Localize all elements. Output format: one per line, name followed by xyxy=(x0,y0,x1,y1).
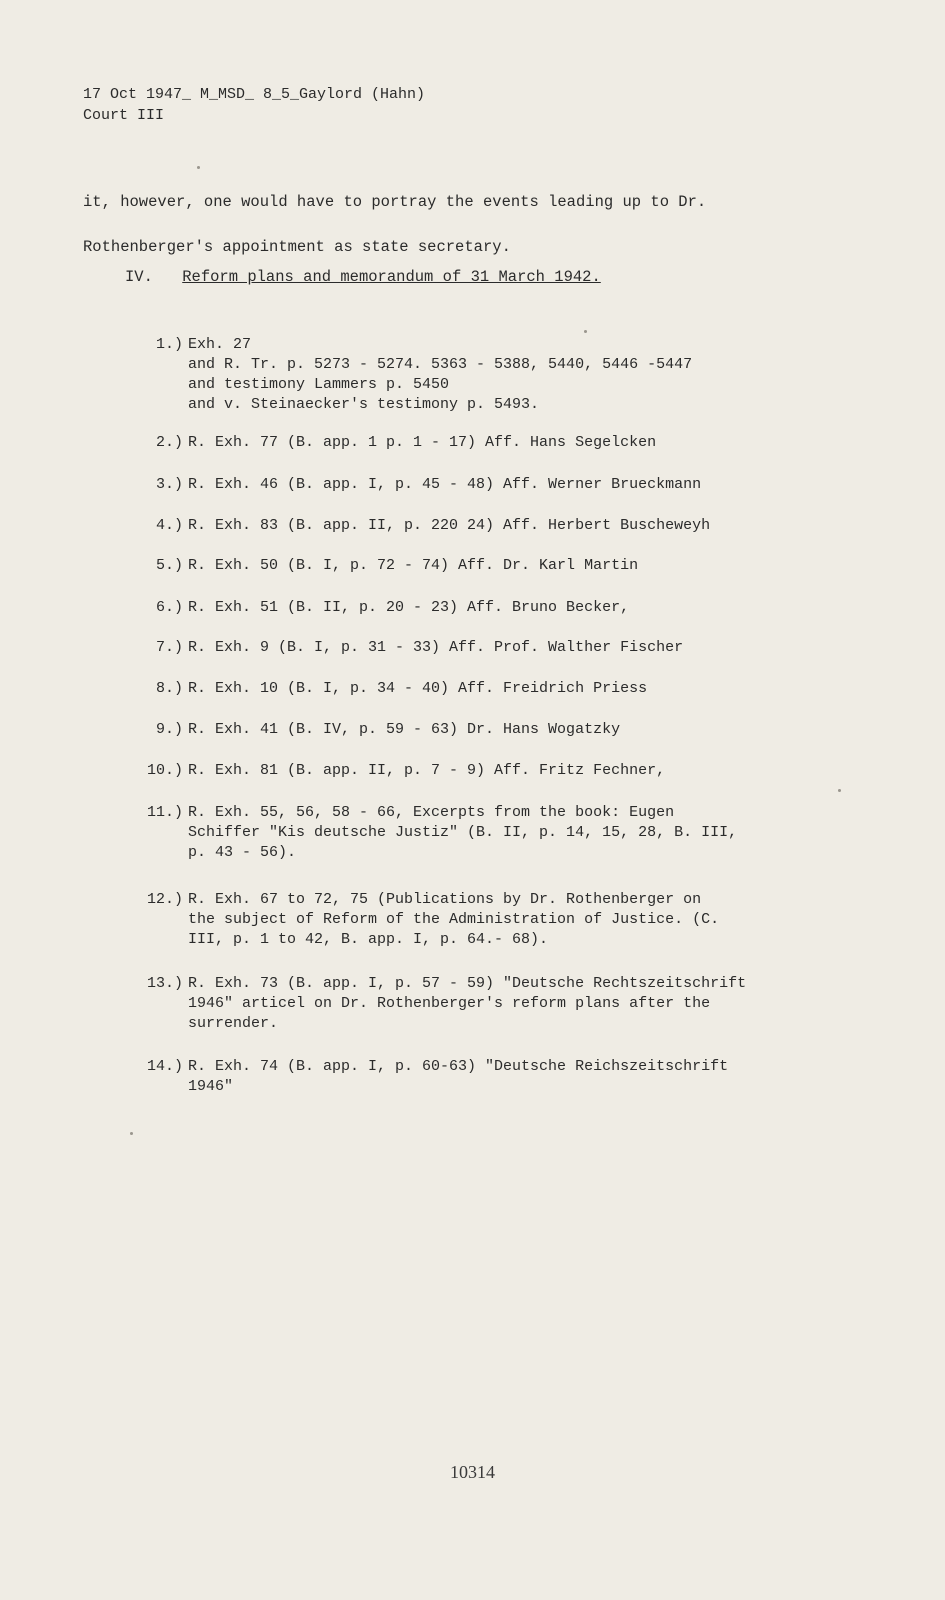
list-item xyxy=(125,638,845,658)
list-item-number: 11.) xyxy=(146,804,183,821)
list-item-text: R. Exh. 41 (B. IV, p. 59 - 63) Dr. Hans Wogatzky xyxy=(188,721,621,738)
list-item-number: 12.) xyxy=(146,891,183,908)
list-item xyxy=(125,761,845,781)
list-item-number: 8.) xyxy=(155,680,183,697)
list-item-number: 2.) xyxy=(155,434,183,451)
list-item-number: 13.) xyxy=(146,975,183,992)
list-item-text: R. Exh. 73 (B. app. I, p. 57 - 59) "Deutsche Rechtszeitschrift 1946" articel on Dr. Rothenberger's reform plans after the surrender. xyxy=(188,975,747,1032)
section-title: Reform plans and memorandum of 31 March 1942. xyxy=(182,268,601,286)
list-item-number: 7.) xyxy=(155,639,183,656)
list-item-text: R. Exh. 77 (B. app. 1 p. 1 - 17) Aff. Hans Segelcken xyxy=(188,434,657,451)
list-item xyxy=(125,890,845,950)
list-item-number: 1.) xyxy=(155,336,183,353)
list-item xyxy=(125,1057,845,1097)
list-item-text: R. Exh. 67 to 72, 75 (Publications by Dr. Rothenberger on the subject of Reform of the Administration of Justice. (C. III, p. 1 to 42, B. app. I, p. 64.- 68). xyxy=(188,891,720,948)
page-number: 10314 xyxy=(450,1462,495,1482)
list-item xyxy=(125,974,845,1034)
document-header xyxy=(83,84,425,126)
list-item-text: R. Exh. 51 (B. II, p. 20 - 23) Aff. Bruno Becker, xyxy=(188,599,630,616)
list-item-number: 14.) xyxy=(146,1058,183,1075)
intro-paragraph xyxy=(83,180,863,270)
section-heading xyxy=(125,268,601,286)
list-item-number: 4.) xyxy=(155,517,183,534)
list-item-text: R. Exh. 81 (B. app. II, p. 7 - 9) Aff. Fritz Fechner, xyxy=(188,762,666,779)
list-item-text: R. Exh. 9 (B. I, p. 31 - 33) Aff. Prof. Walther Fischer xyxy=(188,639,684,656)
list-item-text: Exh. 27 and R. Tr. p. 5273 - 5274. 5363 - 5388, 5440, 5446 -5447 and testimony Lammers p. 5450 and v. Steinaecker's testimony p. 5493. xyxy=(188,336,693,413)
list-item-number: 5.) xyxy=(155,557,183,574)
intro-line-1: it, however, one would have to portray the events leading up to Dr. xyxy=(83,193,707,211)
list-item-text: R. Exh. 83 (B. app. II, p. 220 24) Aff. Herbert Buscheweyh xyxy=(188,517,711,534)
intro-line-2: Rothenberger's appointment as state secretary. xyxy=(83,238,511,256)
list-item-text: R. Exh. 10 (B. I, p. 34 - 40) Aff. Freidrich Priess xyxy=(188,680,648,697)
list-item-text: R. Exh. 55, 56, 58 - 66, Excerpts from the book: Eugen Schiffer "Kis deutsche Justiz" (B. II, p. 14, 15, 28, B. III, p. 43 - 56). xyxy=(188,804,738,861)
scan-speck xyxy=(838,789,841,792)
list-item-text: R. Exh. 74 (B. app. I, p. 60-63) "Deutsche Reichszeitschrift 1946" xyxy=(188,1058,729,1095)
list-item xyxy=(125,720,845,740)
list-item xyxy=(125,335,845,415)
list-item-number: 6.) xyxy=(155,599,183,616)
scan-speck xyxy=(197,166,200,169)
list-item-number: 9.) xyxy=(155,721,183,738)
list-item xyxy=(125,516,845,536)
list-item xyxy=(125,679,845,699)
list-item-text: R. Exh. 46 (B. app. I, p. 45 - 48) Aff. Werner Brueckmann xyxy=(188,476,702,493)
list-item xyxy=(125,475,845,495)
scan-speck xyxy=(130,1132,133,1135)
list-item-number: 10.) xyxy=(146,762,183,779)
section-number: IV. xyxy=(125,268,153,286)
header-session-line: 17 Oct 1947_ M_MSD_ 8_5_Gaylord (Hahn) xyxy=(83,86,426,103)
list-item xyxy=(125,556,845,576)
scan-speck xyxy=(584,330,587,333)
header-court-line: Court III xyxy=(83,107,165,124)
list-item-number: 3.) xyxy=(155,476,183,493)
list-item-text: R. Exh. 50 (B. I, p. 72 - 74) Aff. Dr. Karl Martin xyxy=(188,557,639,574)
list-item xyxy=(125,803,845,863)
list-item xyxy=(125,598,845,618)
list-item xyxy=(125,433,845,453)
